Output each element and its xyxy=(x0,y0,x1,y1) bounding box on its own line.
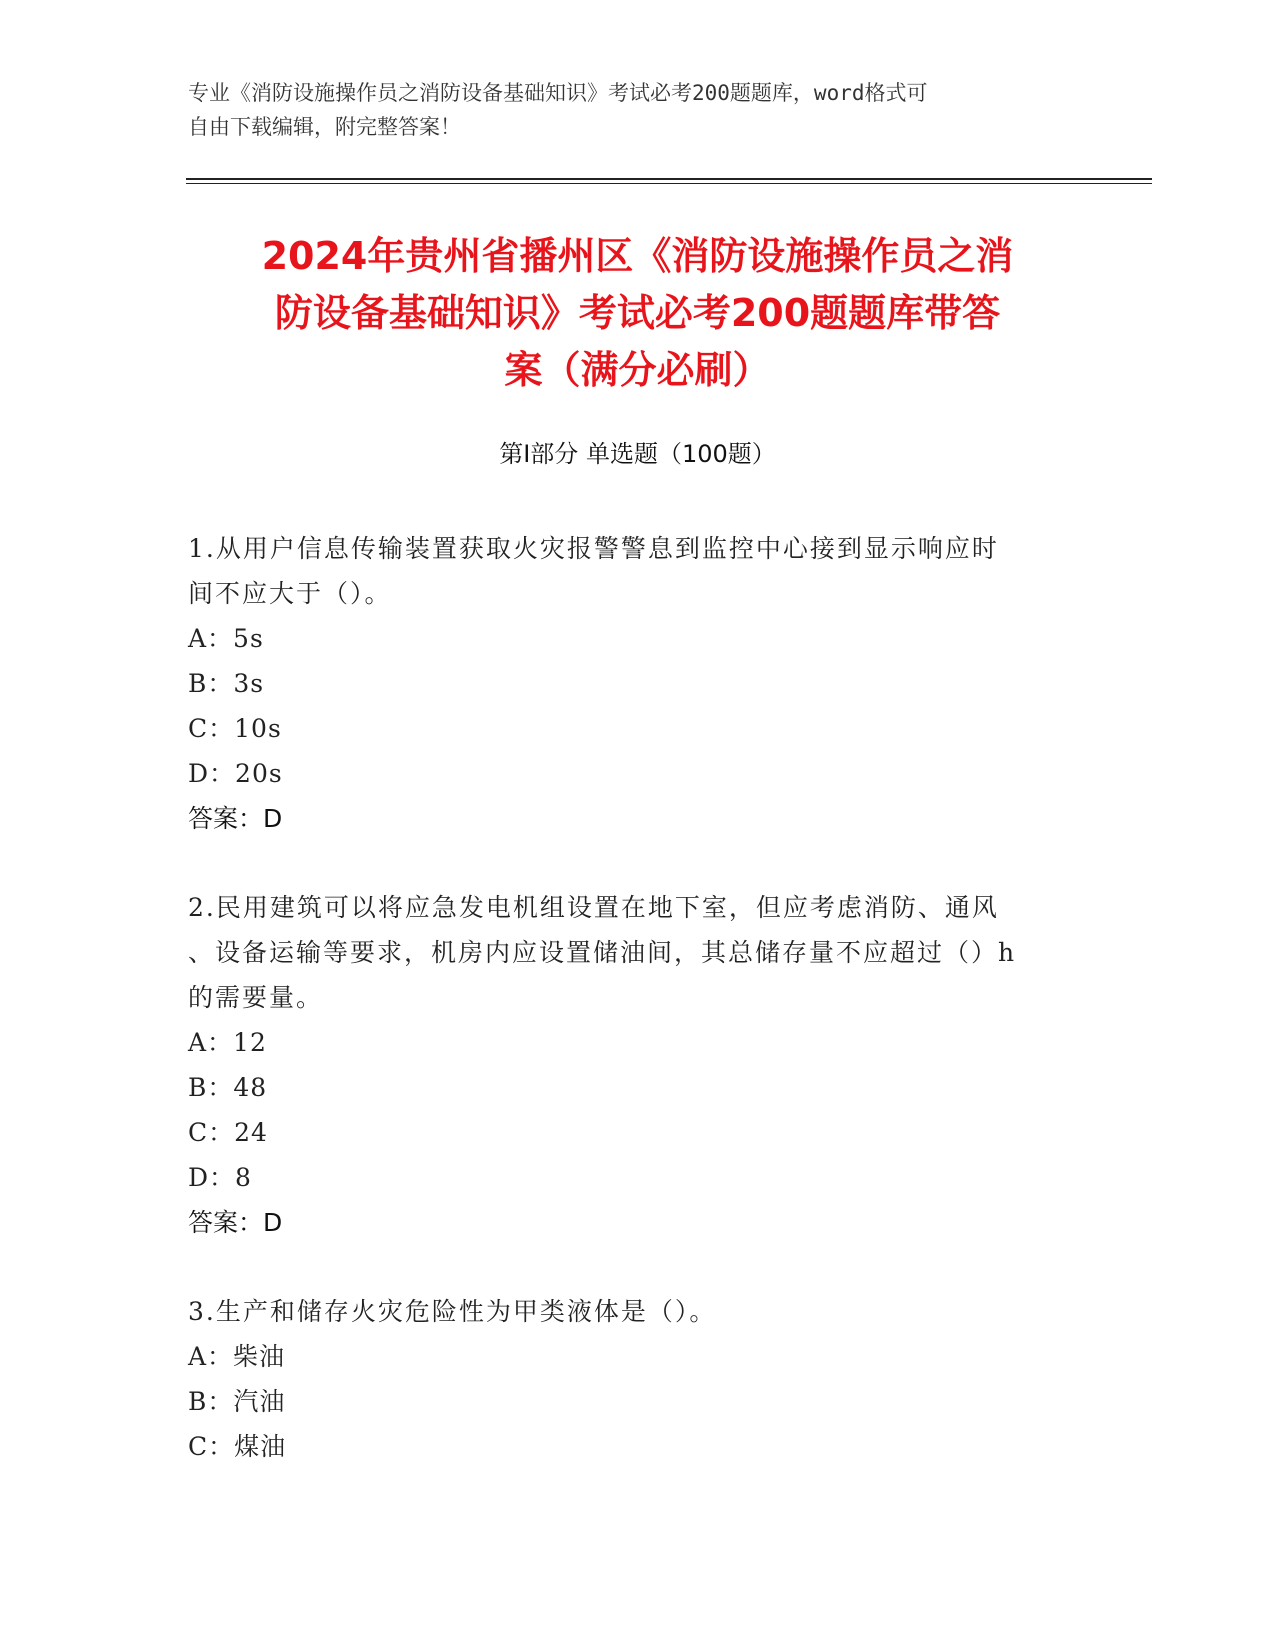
option-c: C：24 xyxy=(188,1118,268,1147)
header-note-line-2: 自由下载编辑，附完整答案！ xyxy=(188,115,461,139)
document-title-line-3: 案（满分必刷） xyxy=(504,348,771,392)
question-stem-line: 3.生产和储存火灾危险性为甲类液体是（）。 xyxy=(188,1297,717,1326)
option-a: A：12 xyxy=(188,1028,267,1057)
header-note-line-1: 专业《消防设施操作员之消防设备基础知识》考试必考200题题库，word格式可 xyxy=(188,81,928,105)
option-b: B：3s xyxy=(188,669,265,698)
option-c: C：10s xyxy=(188,714,282,743)
question-spacer xyxy=(188,1245,1088,1289)
header-divider-thick xyxy=(186,178,1152,180)
option-a: A：5s xyxy=(188,624,264,653)
header-divider-thin xyxy=(186,183,1152,184)
document-title-line-1: 2024年贵州省播州区《消防设施操作员之消 xyxy=(261,234,1014,278)
option-d: D：20s xyxy=(188,759,283,788)
option-c: C：煤油 xyxy=(188,1432,287,1461)
question-2 xyxy=(188,885,1088,1245)
option-a: A：柴油 xyxy=(188,1342,286,1371)
question-stem-line: 间不应大于（）。 xyxy=(188,579,392,608)
question-stem-line: 1.从用户信息传输装置获取火灾报警警息到监控中心接到显示响应时 xyxy=(188,534,999,563)
document-title-line-2: 防设备基础知识》考试必考200题题库带答 xyxy=(274,291,1001,335)
answer-line: 答案：D xyxy=(188,1208,283,1237)
header-note xyxy=(188,76,1068,144)
section-heading: 第Ⅰ部分 单选题（100题） xyxy=(499,440,776,468)
option-d: D：8 xyxy=(188,1163,252,1192)
document-title xyxy=(160,228,1115,399)
option-b: B：汽油 xyxy=(188,1387,286,1416)
question-list xyxy=(188,526,1088,1469)
answer-line: 答案：D xyxy=(188,804,283,833)
option-b: B：48 xyxy=(188,1073,268,1102)
question-3 xyxy=(188,1289,1088,1469)
question-stem-line: 、设备运输等要求，机房内应设置储油间，其总储存量不应超过（）h xyxy=(188,938,1017,967)
question-stem-line: 2.民用建筑可以将应急发电机组设置在地下室，但应考虑消防、通风 xyxy=(188,893,999,922)
question-spacer xyxy=(188,841,1088,885)
question-1 xyxy=(188,526,1088,841)
question-stem-line: 的需要量。 xyxy=(188,983,324,1012)
